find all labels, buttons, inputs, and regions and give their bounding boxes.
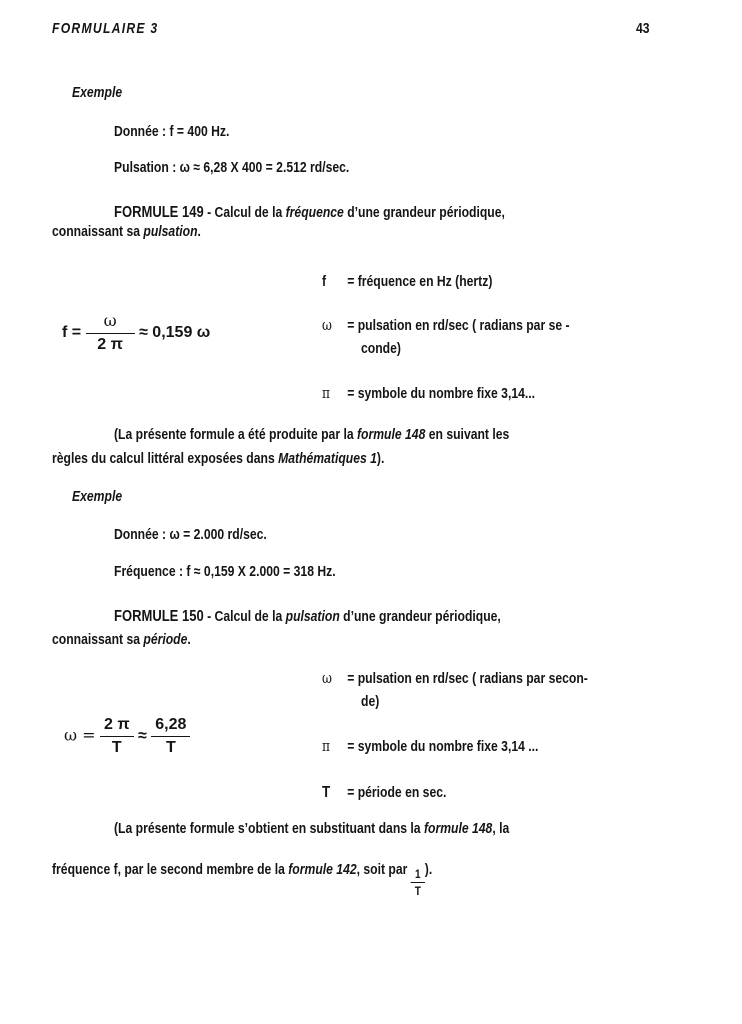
formula-150-note-cont: fréquence f, par le second membre de la formule 142, soit par $\frac{1}{T}$ ). [52,862,433,899]
legend-item-f: f = fréquence en Hz (hertz) [322,274,493,290]
formula-150-equation: ω = $\frac{2 \pi}{T}$ ≈ $\frac{6,28}{T}$ [64,716,190,756]
formula-150-label: FORMULE 150 [114,608,204,625]
formula-149-note: (La présente formule a été produite par la formule 148 en suivant les [114,427,510,443]
legend-item-omega-cont: conde) [361,341,401,357]
legend-item-omega-2: ω = pulsation en rd/sec ( radians par secon- [322,671,588,687]
example2-frequency: Fréquence : f ≈ 0,159 X 2.000 = 318 Hz. [114,564,336,580]
formula-150-title-cont: connaissant sa période. [52,632,191,648]
formula-149-title: FORMULE 149 - Calcul de la fréquence d’une grandeur périodique, [114,204,505,221]
formula-149-label: FORMULE 149 [114,204,204,221]
example2-given: Donnée : ω = 2.000 rd/sec. [114,527,267,543]
formula-149-note-cont: règles du calcul littéral exposées dans Mathématiques 1). [52,451,385,467]
formula-150-note: (La présente formule s’obtient en substituant dans la formule 148, la [114,821,510,837]
example-heading-1: Exemple [72,85,123,101]
fraction-628-over-T: $\frac{6,28}{T}$ [151,716,190,756]
fraction-2pi-over-T: $\frac{2 \pi}{T}$ [100,716,134,756]
example1-pulsation: Pulsation : ω ≈ 6,28 X 400 = 2.512 rd/sec. [114,160,350,176]
header-title: FORMULAIRE 3 [52,21,159,37]
formula-149-equation: f = $\frac{\omega}{2 \pi}$ ≈ 0,159 ω [62,311,211,353]
fraction-1-over-T: $\frac{1}{T}$ [411,868,425,898]
example1-given: Donnée : f = 400 Hz. [114,124,230,140]
running-header [52,21,179,37]
page-number: 43 [636,21,650,37]
legend-item-omega-2-cont: de) [361,694,380,710]
legend-item-pi: π = symbole du nombre fixe 3,14... [322,386,536,402]
legend-item-pi-2: π = symbole du nombre fixe 3,14 ... [322,739,539,755]
formula-150-title: FORMULE 150 - Calcul de la pulsation d’une grandeur périodique, [114,608,501,625]
legend-item-omega: ω = pulsation en rd/sec ( radians par se - [322,318,570,334]
formula-149-title-cont: connaissant sa pulsation. [52,224,201,240]
fraction: $\frac{\omega}{2 \pi}$ [86,312,135,353]
example-heading-2: Exemple [72,489,123,505]
legend-item-T: T = période en sec. [322,784,447,801]
